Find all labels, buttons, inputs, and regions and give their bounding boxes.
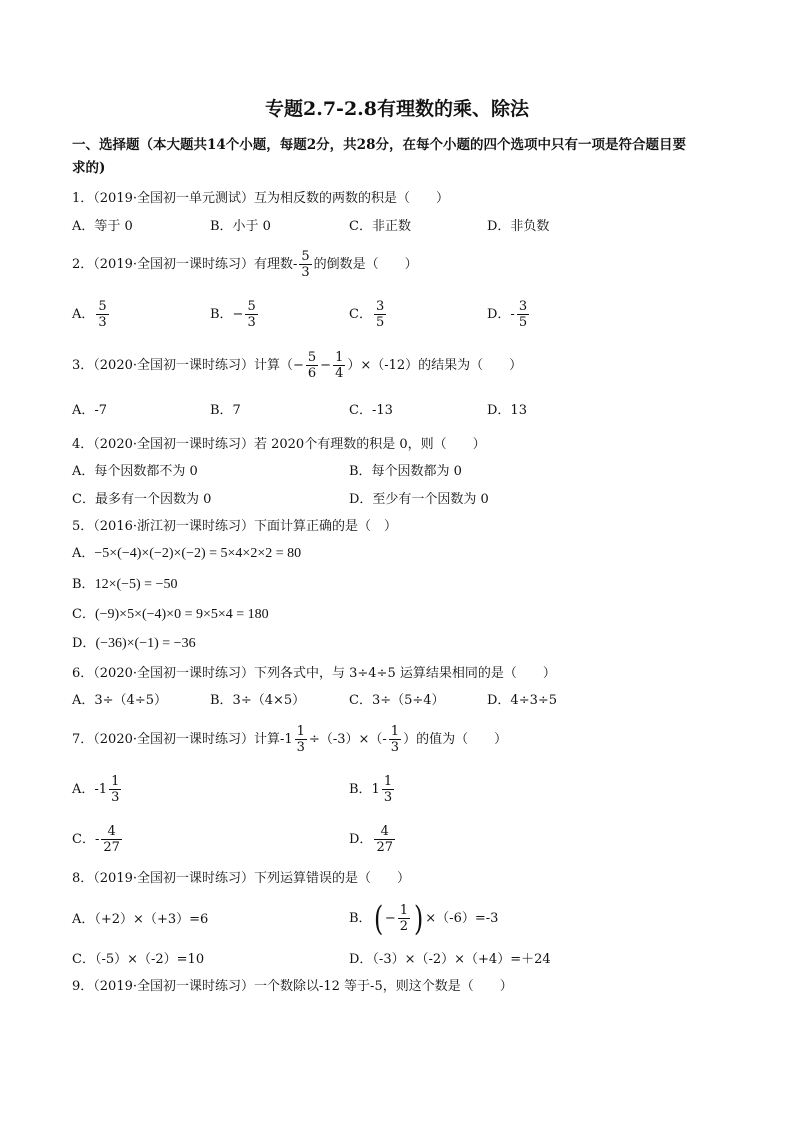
question-4-stem: 4．（2020·全国初一课时练习）若 2020个有理数的积是 0，则（ ） — [72, 437, 486, 452]
question-1-stem: 1．（2019·全国初一单元测试）互为相反数的两数的积是（ ） — [72, 191, 449, 206]
q2-option-c: C． $\frac{3}{5}$ — [349, 299, 385, 330]
q5-option-b: B．12×(−5) = −50 — [72, 577, 178, 592]
q1-option-c: C．非正数 — [349, 219, 411, 234]
q8-option-d: D．（-3）×（-2）×（+4）=＋24 — [349, 952, 551, 967]
section-heading: 一、选择题（本大题共14个小题，每题2分，共28分，在每个小题的四个选项中只有一项是符合题目要 — [72, 137, 686, 153]
q1-option-d: D．非负数 — [487, 219, 550, 234]
q1-option-a: A．等于 0 — [72, 219, 133, 234]
q7-option-a: A．-1 $\frac{1}{3}$ — [72, 774, 120, 805]
q7-option-b: B．1 $\frac{1}{3}$ — [349, 774, 393, 805]
q2-option-d: D．- $\frac{3}{5}$ — [487, 299, 528, 330]
q6-option-d: D．4÷3÷5 — [487, 693, 558, 708]
q4-option-d: D．至少有一个因数为 0 — [349, 492, 489, 507]
page-title: 专题2.7-2.8有理数的乘、除法 — [265, 98, 529, 120]
q6-option-a: A．3÷（4÷5） — [72, 693, 167, 708]
section-heading-cont: 求的) — [72, 160, 106, 176]
q8-option-a: A．（+2）×（+3）=6 — [72, 912, 209, 927]
q7-option-d: D． $\frac{4}{27}$ — [349, 824, 393, 855]
q3-option-d: D．13 — [487, 403, 527, 418]
q2-option-a: A． $\frac{5}{3}$ — [72, 299, 107, 330]
question-6-stem: 6．（2020·全国初一课时练习）下列各式中，与 3÷4÷5 运算结果相同的是（ ） — [72, 666, 556, 681]
q4-option-c: C．最多有一个因数为 0 — [72, 492, 212, 507]
q5-option-a: A．−5×(−4)×(−2)×(−2) = 5×4×2×2 = 80 — [72, 546, 302, 561]
q3-option-a: A．-7 — [72, 403, 108, 418]
fraction: $\frac{5}{3}$ — [301, 249, 310, 280]
q6-option-b: B．3÷（4×5） — [210, 693, 306, 708]
q6-option-c: C．3÷（5÷4） — [349, 693, 445, 708]
q4-option-b: B．每个因数都为 0 — [349, 464, 462, 479]
question-7-stem: 7．（2020·全国初一课时练习）计算-1 $\frac{1}{3}$ ÷（-3）×（- $\frac{1}{3}$ ）的值为（ ） — [72, 724, 508, 755]
question-3-stem: 3．（2020·全国初一课时练习）计算（− $\frac{5}{6}$ − $\frac{1}{4}$ ）×（-12）的结果为（ ） — [72, 350, 523, 381]
q7-option-c: C．- $\frac{4}{27}$ — [72, 824, 120, 855]
question-2-stem: 2．（2019·全国初一课时练习）有理数- $\frac{5}{3}$ 的倒数是（ ） — [72, 249, 418, 280]
q5-option-c: C．(−9)×5×(−4)×0 = 9×5×4 = 180 — [72, 607, 269, 622]
question-5-stem: 5．（2016·浙江初一课时练习）下面计算正确的是（ ） — [72, 519, 397, 534]
question-8-stem: 8．（2019·全国初一课时练习）下列运算错误的是（ ） — [72, 871, 410, 886]
question-9-stem: 9．（2019·全国初一课时练习）一个数除以-12 等于-5，则这个数是（ ） — [72, 979, 513, 994]
q3-option-c: C．-13 — [349, 403, 393, 418]
q5-option-d: D．(−36)×(−1) = −36 — [72, 636, 196, 651]
q8-option-c: C．（-5）×（-2）=10 — [72, 952, 205, 967]
q3-option-b: B．7 — [210, 403, 241, 418]
q4-option-a: A．每个因数都不为 0 — [72, 464, 198, 479]
q8-option-b: B．( − $\frac{1}{2}$ ) ×（-6）=-3 — [349, 898, 499, 939]
q1-option-b: B．小于 0 — [210, 219, 271, 234]
q2-option-b: B．− $\frac{5}{3}$ — [210, 299, 256, 330]
